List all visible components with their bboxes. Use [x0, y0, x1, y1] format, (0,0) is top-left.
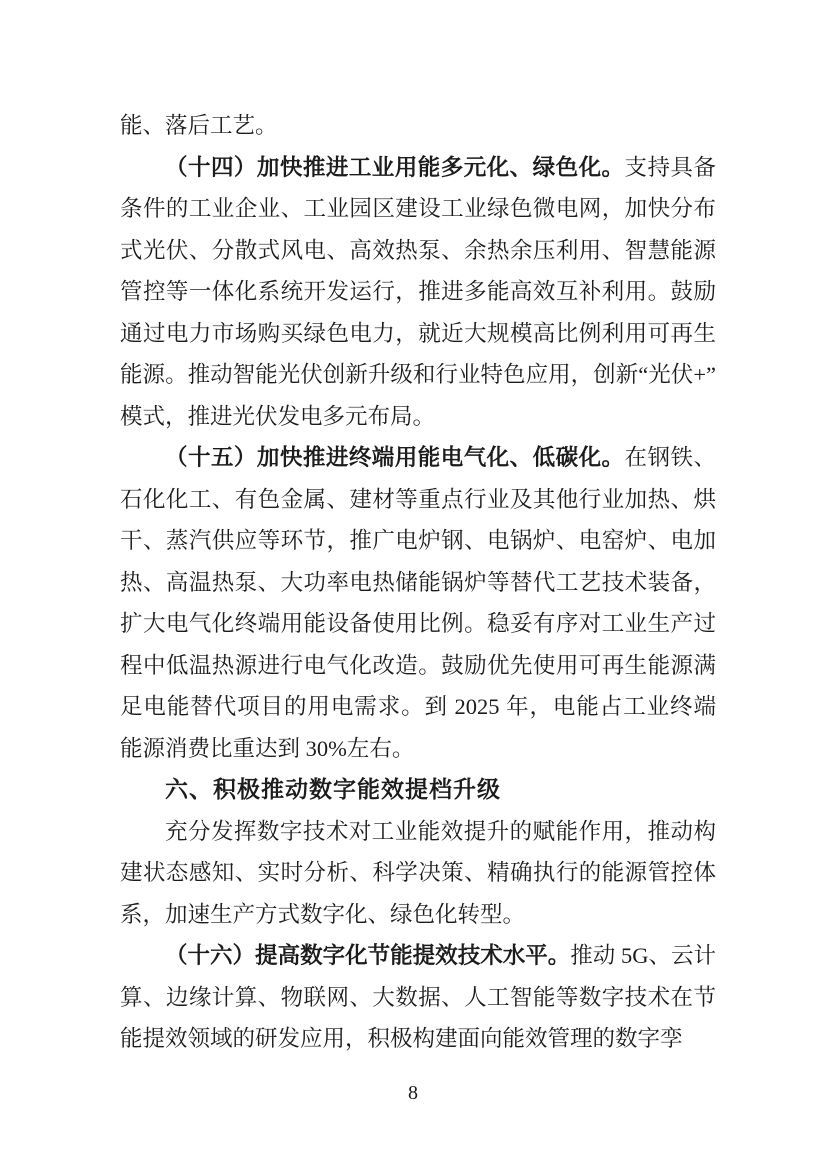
- item-15-body-text: 在钢铁、石化化工、有色金属、建材等重点行业及其他行业加热、烘干、蒸汽供应等环节，推广电炉钢、电锅炉、电窑炉、电加热、高温热泵、大功率电热储能锅炉等替代工艺技术装备，扩大电气化终端用能设备使用比例。稳妥有序对工业生产过程中低温热源进行电气化改造。鼓励优先使用可再生能源满足电能替代项目的用电需求。到 2025 年，电能占工业终端能源消费比重达到 30%左右。: [120, 445, 716, 761]
- paragraph-continuation: [120, 105, 716, 147]
- page-body-text: [120, 105, 716, 1060]
- item-15-subheading: （十五）加快推进终端用能电气化、低碳化。: [165, 445, 625, 470]
- page-number: 8: [408, 1082, 418, 1104]
- paragraph-continuation-text: 能、落后工艺。: [120, 113, 278, 138]
- section-heading-6-text: 六、积极推动数字能效提档升级: [165, 776, 501, 802]
- item-16-body-text: 推动 5G、云计算、边缘计算、物联网、大数据、人工智能等数字技术在节能提效领域的研发应用，积极构建面向能效管理的数字孪: [120, 943, 716, 1051]
- item-16-subheading: （十六）提高数字化节能提效技术水平。: [165, 943, 571, 968]
- section-6-intro-text: 充分发挥数字技术对工业能效提升的赋能作用，推动构建状态感知、实时分析、科学决策、精确执行的能源管控体系，加速生产方式数字化、绿色化转型。: [120, 818, 716, 927]
- section-heading-6: [120, 769, 716, 811]
- paragraph-item-16: [120, 935, 716, 1060]
- page-footer: [0, 1082, 826, 1105]
- item-14-subheading: （十四）加快推进工业用能多元化、绿色化。: [165, 154, 625, 180]
- item-14-body-text: 支持具备条件的工业企业、工业园区建设工业绿色微电网，加快分布式光伏、分散式风电、高效热泵、余热余压利用、智慧能源管控等一体化系统开发运行，推进多能高效互补利用。鼓励通过电力市场购买绿色电力，就近大规模高比例利用可再生能源。推动智能光伏创新升级和行业特色应用，创新“光伏+”模式，推进光伏发电多元布局。: [120, 154, 716, 429]
- paragraph-item-15: [120, 437, 716, 769]
- paragraph-item-14: [120, 147, 716, 438]
- paragraph-section-6-intro: [120, 811, 716, 936]
